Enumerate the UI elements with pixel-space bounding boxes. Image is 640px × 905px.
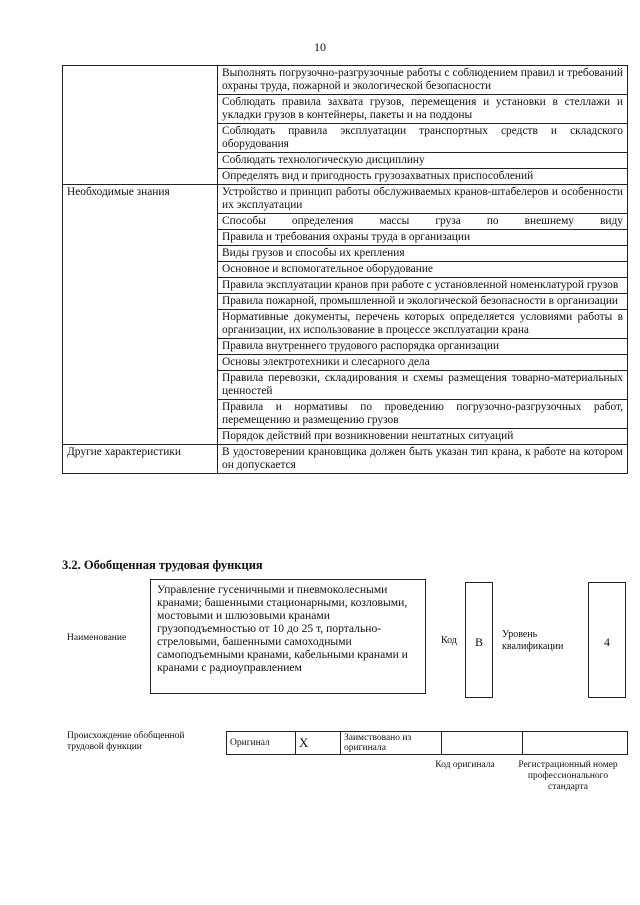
requirement-item: Соблюдать технологическую дисциплину — [218, 153, 628, 169]
requirement-item: Соблюдать правила захвата грузов, перемещения и установки в стеллажи и укладки грузов в контейнеры, пакеты и на поддоны — [218, 95, 628, 124]
knowledge-item: Правила и требования охраны труда в организации — [218, 230, 628, 246]
knowledge-item: Порядок действий при возникновении нештатных ситуаций — [218, 429, 628, 445]
code-label: Код — [441, 635, 457, 646]
knowledge-item: Основное и вспомогательное оборудование — [218, 262, 628, 278]
knowledge-item: Правила пожарной, промышленной и экологической безопасности в организации — [218, 294, 628, 310]
requirement-item: Определять вид и пригодность грузозахватных приспособлений — [218, 169, 628, 185]
level-label: Уровень квалификации — [502, 629, 564, 652]
page-number: 10 — [314, 40, 326, 54]
registration-number-cell — [523, 732, 628, 755]
table-row — [63, 185, 628, 214]
borrowed-label: Заимствовано из оригинала — [341, 732, 442, 755]
knowledge-item: Способы определения массы груза по внешнему виду — [218, 214, 628, 230]
knowledge-item: Основы электротехники и слесарного дела — [218, 355, 628, 371]
knowledge-item: Правила перевозки, складирования и схемы размещения товарно-материальных ценностей — [218, 371, 628, 400]
knowledge-item: Устройство и принцип работы обслуживаемых кранов-штабелеров и особенности их эксплуатации — [218, 185, 628, 214]
knowledge-item: Правила внутреннего трудового распорядка организации — [218, 339, 628, 355]
knowledge-item: Правила и нормативы по проведению погрузочно-разгрузочных работ, перемещению и размещению грузов — [218, 400, 628, 429]
row-label — [63, 66, 218, 185]
table-row — [63, 66, 628, 95]
row-label-knowledge: Необходимые знания — [63, 185, 218, 445]
name-label: Наименование — [67, 633, 127, 643]
function-name-box: Управление гусеничными и пневмоколесными кранами; башенными стационарными, козловыми, мостовыми и шлюзовыми кранами грузоподъемностью от 10 до 25 т, портально-стреловыми, башенными самоходными самоподъемными кранами, кабельными кранами и кранами с радиоуправлением — [150, 579, 426, 694]
original-mark: X — [296, 732, 341, 755]
origin-table — [226, 731, 628, 755]
original-code-cell — [442, 732, 523, 755]
table-row — [63, 445, 628, 474]
table-row — [227, 732, 628, 755]
requirement-item: Соблюдать правила эксплуатации транспортных средств и складского оборудования — [218, 124, 628, 153]
code-caption: Код оригинала — [435, 760, 495, 770]
requirements-table — [62, 65, 628, 474]
knowledge-item: Правила эксплуатации кранов при работе с установленной номенклатурой грузов — [218, 278, 628, 294]
knowledge-item: Виды грузов и способы их крепления — [218, 246, 628, 262]
requirement-item: Выполнять погрузочно-разгрузочные работы с соблюдением правил и требований охраны труда, пожарной и экологической безопасности — [218, 66, 628, 95]
section-title: 3.2. Обобщенная трудовая функция — [62, 558, 263, 572]
other-item: В удостоверении крановщика должен быть указан тип крана, к работе на котором он допускается — [218, 445, 628, 474]
knowledge-item: Нормативные документы, перечень которых определяется условиями работы в организации, их использование в процессе эксплуатации крана — [218, 310, 628, 339]
registration-caption: Регистрационный номер профессионального стандарта — [518, 760, 618, 792]
level-value-box: 4 — [588, 582, 626, 698]
original-label: Оригинал — [227, 732, 296, 755]
code-value-box: B — [465, 582, 493, 698]
origin-label: Происхождение обобщенной трудовой функции — [67, 731, 185, 752]
row-label-other: Другие характеристики — [63, 445, 218, 474]
